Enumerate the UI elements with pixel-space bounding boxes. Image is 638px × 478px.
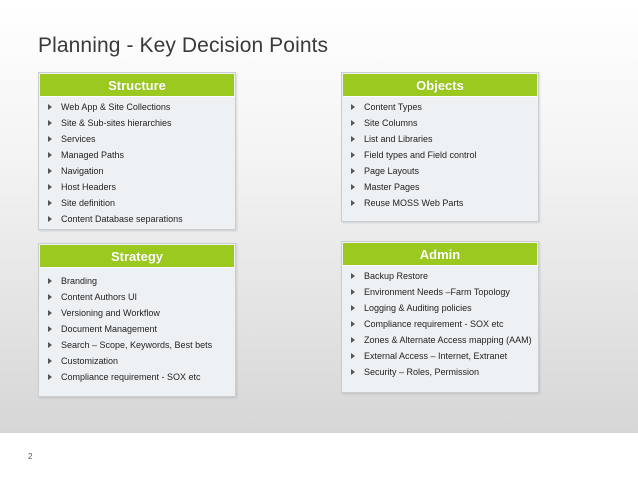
triangle-right-icon [351, 200, 355, 206]
strategy-header: Strategy [40, 245, 234, 268]
list-item-label: Page Layouts [364, 166, 420, 176]
page-number: 2 [28, 452, 33, 461]
triangle-right-icon [48, 342, 52, 348]
triangle-right-icon [351, 184, 355, 190]
list-item [350, 115, 477, 131]
admin-list [350, 268, 532, 380]
triangle-right-icon [48, 310, 52, 316]
slide-title: Planning - Key Decision Points [38, 34, 329, 57]
list-item [350, 163, 477, 179]
triangle-right-icon [48, 294, 52, 300]
list-item-label: List and Libraries [364, 134, 433, 144]
list-item [350, 179, 477, 195]
admin-header: Admin [343, 243, 537, 266]
list-item-label: Services [61, 134, 96, 144]
list-item [47, 147, 183, 163]
strategy-panel [38, 243, 236, 397]
structure-panel [38, 72, 236, 230]
list-item-label: Security – Roles, Permission [364, 367, 480, 377]
list-item-label: Site Columns [364, 118, 418, 128]
list-item [47, 273, 212, 289]
triangle-right-icon [48, 152, 52, 158]
list-item [350, 99, 477, 115]
list-item-label: Customization [61, 356, 119, 366]
triangle-right-icon [351, 321, 355, 327]
list-item [350, 284, 532, 300]
list-item [350, 332, 532, 348]
triangle-right-icon [48, 358, 52, 364]
triangle-right-icon [351, 168, 355, 174]
list-item-label: Field types and Field control [364, 150, 477, 160]
list-item [47, 195, 183, 211]
structure-header: Structure [40, 74, 234, 97]
triangle-right-icon [351, 353, 355, 359]
triangle-right-icon [48, 216, 52, 222]
list-item [47, 289, 212, 305]
triangle-right-icon [351, 273, 355, 279]
list-item [350, 195, 477, 211]
list-item-label: Master Pages [364, 182, 420, 192]
triangle-right-icon [351, 289, 355, 295]
list-item-label: Site & Sub-sites hierarchies [61, 118, 172, 128]
list-item [350, 364, 532, 380]
list-item [47, 353, 212, 369]
objects-header: Objects [343, 74, 537, 97]
triangle-right-icon [351, 136, 355, 142]
objects-panel [341, 72, 539, 222]
list-item-label: Host Headers [61, 182, 117, 192]
list-item [47, 337, 212, 353]
list-item-label: Site definition [61, 198, 116, 208]
list-item [47, 99, 183, 115]
triangle-right-icon [48, 168, 52, 174]
list-item [47, 163, 183, 179]
list-item [350, 268, 532, 284]
list-item-label: Document Management [61, 324, 158, 334]
list-item-label: Zones & Alternate Access mapping (AAM) [364, 335, 532, 345]
triangle-right-icon [351, 369, 355, 375]
list-item-label: Content Authors UI [61, 292, 138, 302]
list-item [47, 321, 212, 337]
list-item [47, 305, 212, 321]
list-item-label: Branding [61, 276, 98, 286]
list-item-label: Environment Needs –Farm Topology [364, 287, 510, 297]
list-item-label: Managed Paths [61, 150, 125, 160]
list-item-label: Search – Scope, Keywords, Best bets [61, 340, 213, 350]
list-item-label: Content Database separations [61, 214, 183, 224]
list-item-label: Web App & Site Collections [61, 102, 171, 112]
list-item-label: Versioning and Workflow [61, 308, 160, 318]
triangle-right-icon [48, 120, 52, 126]
triangle-right-icon [48, 200, 52, 206]
triangle-right-icon [351, 152, 355, 158]
triangle-right-icon [48, 278, 52, 284]
list-item [350, 131, 477, 147]
objects-list [350, 99, 477, 211]
strategy-list [47, 273, 212, 385]
triangle-right-icon [351, 337, 355, 343]
list-item-label: Content Types [364, 102, 422, 112]
list-item [350, 147, 477, 163]
list-item-label: External Access – Internet, Extranet [364, 351, 508, 361]
triangle-right-icon [48, 374, 52, 380]
list-item [350, 348, 532, 364]
list-item [47, 369, 212, 385]
structure-list [47, 99, 183, 227]
triangle-right-icon [351, 104, 355, 110]
triangle-right-icon [48, 136, 52, 142]
triangle-right-icon [48, 104, 52, 110]
list-item [350, 316, 532, 332]
list-item [47, 179, 183, 195]
list-item-label: Backup Restore [364, 271, 429, 281]
list-item-label: Logging & Auditing policies [364, 303, 472, 313]
triangle-right-icon [351, 120, 355, 126]
list-item-label: Compliance requirement - SOX etc [364, 319, 504, 329]
list-item-label: Compliance requirement - SOX etc [61, 372, 201, 382]
triangle-right-icon [48, 326, 52, 332]
list-item [47, 131, 183, 147]
list-item [350, 300, 532, 316]
list-item [47, 115, 183, 131]
list-item [47, 211, 183, 227]
triangle-right-icon [48, 184, 52, 190]
list-item-label: Navigation [61, 166, 104, 176]
triangle-right-icon [351, 305, 355, 311]
list-item-label: Reuse MOSS Web Parts [364, 198, 464, 208]
admin-panel [341, 241, 539, 393]
